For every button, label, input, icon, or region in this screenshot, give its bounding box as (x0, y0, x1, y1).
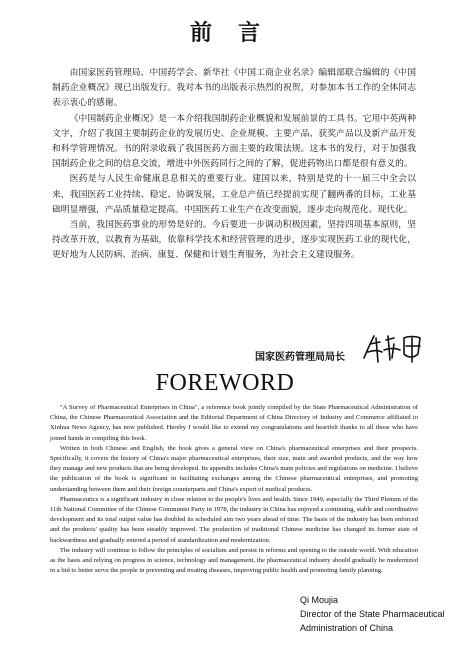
english-paragraph: The industry will continue to follow the principles of socialism and persist in reforms and opening to the outside world. With education as the basis and relying on progress in science, technology and management, the pharmaceutical industry should gradually be modernized in a bid to better serve the people in preventing and treating diseases, improving public health and promoting family planning. (50, 546, 418, 575)
english-paragraph: Pharmaceutics is a significant industry in close relation to the people's lives and health. Since 1949, especially the Third Plenum of the 11th National Committee of the Chinese Communist Party in 1978, the industry in China has enjoyed a continuing, stable and coordinative development and its total output value has doubled its scheduled aim two years ahead of time. The basis of the industry has been enforced and the products' quality has been steadily improved. The production of traditional Chinese medicine has changed its former state of backwardness and gradually entered a period of standardization and modernization. (50, 495, 418, 544)
signatory-name: Qi Moujia (300, 595, 339, 605)
english-signatory (300, 593, 445, 635)
signatory-title-line: Director of the State Pharmaceutical (300, 609, 445, 619)
english-paragraph: Written in both Chinese and English, the book gives a general view on China's pharmaceutical enterprises and their prospects. Specifically, it covers the history of China's major pharmaceutical enterprises, their size, main and awarded products, and the way how they manage and new products that are being developed. Its appendix includes China's main policies and regulations on medicine. I believe the publication of the book is significant in facilitating exchanges among the Chinese pharmaceutical enterprises, and promoting understanding between them and their foreign counterparts and China's export of medical products. (50, 444, 418, 493)
chinese-signatory: 国家医药管理局局长 (255, 352, 345, 363)
handwritten-signature (360, 330, 430, 366)
english-title: FOREWORD (155, 370, 295, 396)
signatory-title-line: Administration of China (300, 623, 394, 633)
chinese-title: 前言 (189, 21, 286, 46)
chinese-paragraph: 《中国制药企业概况》是一本介绍我国制药企业概貌和发展前景的工具书。它用中英两种文字，介绍了我国主要制药企业的发展历史、企业规模、主要产品、获奖产品以及新产品开发和科学管理情况。书的附录收载了我国医药方面主要的政策法规。这本书的发行，对于加强我国制药企业之间的信息交流，增进中外医药同行之间的了解，促进药物出口都是很有意义的。 (52, 113, 416, 170)
chinese-body (52, 66, 416, 264)
chinese-paragraph: 医药是与人民生命健康息息相关的重要行业。建国以来，特别是党的十一届三中全会以来，我国医药工业持续、稳定、协调发展，工业总产值已经提前实现了翻两番的目标，工业基础明显增强，产品质量稳定提高。中国医药工业生产在改变面貌，逐步走向规范化、现代化。 (52, 174, 416, 215)
chinese-paragraph: 由国家医药管理局、中国药学会、新华社《中国工商企业名录》编辑部联合编辑的《中国制药企业概况》现已出版发行。我对本书的出版表示热烈的祝贺，对参加本书工作的全体同志表示衷心的感谢。 (52, 68, 416, 109)
english-paragraph: "A Survey of Pharmaceutical Enterprises in China", a reference book jointly compiled by the State Pharmaceutical Administration of China, the Chinese Pharmaceutical Association and the Editorial Department of China Directory of Industry and Commerce affiliated to Xinhua News Agency, has now published. Hereby I would like to extend my congratulations and heartfelt thanks to all those who have joined hands in compiling this book. (50, 404, 418, 442)
english-body (50, 403, 418, 576)
chinese-paragraph: 当前，我国医药事业的形势是好的。今后要进一步调动积极因素，坚持四项基本原则，坚持改革开放，以教育为基础，依靠科学技术和经营管理的进步，逐步实现医药工业的现代化，更好地为人民防病、治病、康复、保健和计划生育服务，为社会主义建设服务。 (52, 220, 416, 261)
